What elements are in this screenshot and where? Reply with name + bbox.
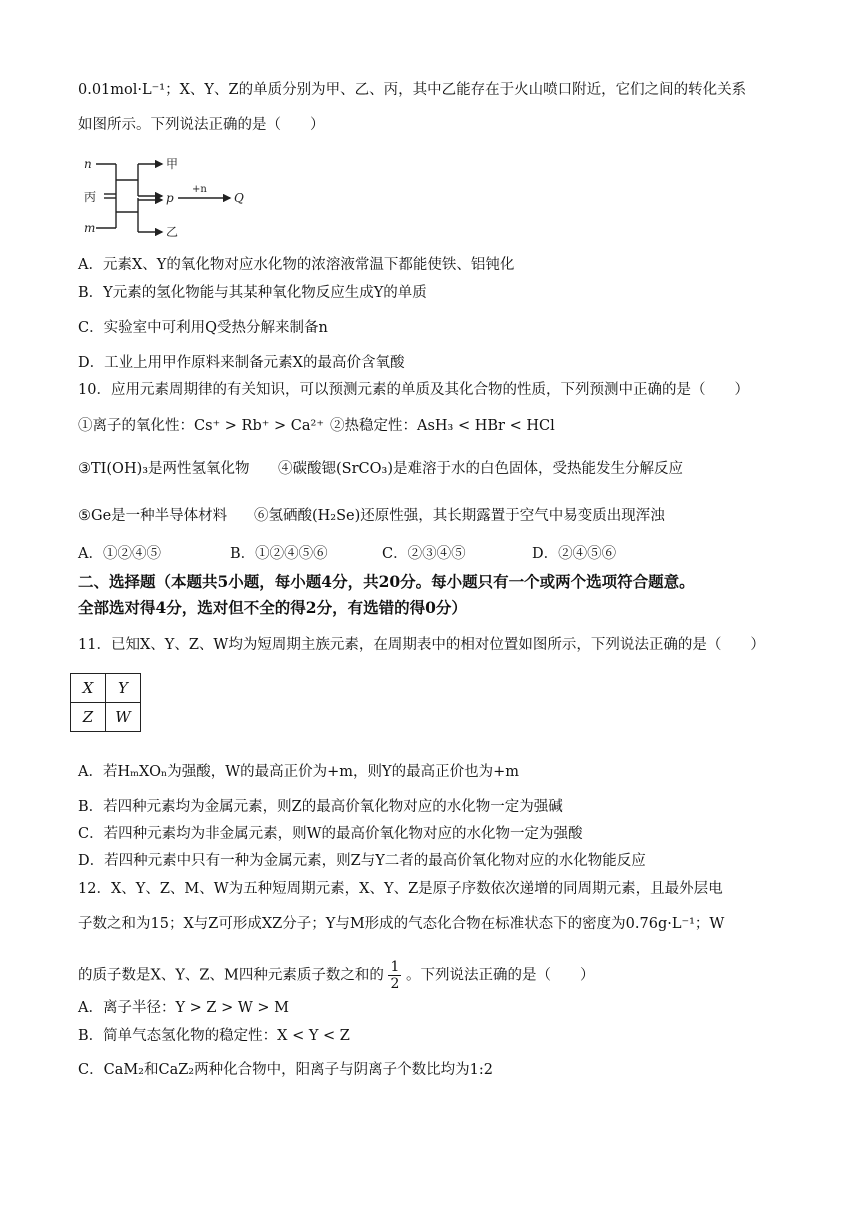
- table-cell-z: Z: [71, 703, 106, 732]
- q12-stem-line3-end: 。下列说法正确的是（ ）: [405, 967, 595, 984]
- q11-periodic-table: [70, 673, 141, 732]
- q12-option-a: A．离子半径：Y > Z > W > M: [78, 1000, 289, 1016]
- q9-option-a: A．元素X、Y的氧化物对应水化物的浓溶液常温下都能使铁、铝钝化: [78, 257, 515, 273]
- q12-stem-line3: [78, 959, 594, 992]
- q12-stem-line3-start: 的质子数是X、Y、Z、M四种元素质子数之和的: [78, 967, 384, 984]
- q12-stem-line2: 子数之和为15；X与Z可形成XZ分子；Y与M形成的气态化合物在标准状态下的密度为0.76g·L⁻¹；W: [78, 916, 725, 932]
- diagram-label-bing: 丙: [84, 190, 97, 204]
- q10-item-3: ③TI(OH)₃是两性氢氧化物: [78, 461, 250, 477]
- q12-option-b: B．简单气态氢化物的稳定性：X < Y < Z: [78, 1028, 350, 1044]
- q9-stem-line2: 如图所示。下列说法正确的是（ ）: [78, 117, 325, 133]
- q10-option-b: B．①②④⑤⑥: [230, 546, 328, 562]
- q11-stem: 11．已知X、Y、Z、W均为短周期主族元素，在周期表中的相对位置如图所示，下列说法正确的是（ ）: [78, 637, 765, 653]
- fraction-denominator: 2: [390, 976, 400, 992]
- q9-option-c: C．实验室中可利用Q受热分解来制备n: [78, 320, 328, 336]
- q10-item-4: ④碳酸锶(SrCO₃)是难溶于水的白色固体，受热能发生分解反应: [278, 461, 683, 477]
- q10-option-d: D．②④⑤⑥: [532, 546, 617, 562]
- diagram-label-plus-n: +n: [192, 184, 207, 195]
- section2-heading-line2: 全部选对得4分，选对但不全的得2分，有选错的得0分）: [78, 598, 467, 617]
- diagram-label-n: n: [84, 157, 92, 171]
- q10-item-6: ⑥氢硒酸(H₂Se)还原性强，其长期露置于空气中易变质出现浑浊: [254, 508, 665, 524]
- q9-stem-line1: 0.01mol·L⁻¹；X、Y、Z的单质分别为甲、乙、丙，其中乙能存在于火山喷口附近，它们之间的转化关系: [78, 82, 747, 98]
- fraction-one-half: [388, 959, 401, 992]
- q9-option-b: B．Y元素的氢化物能与其某种氧化物反应生成Y的单质: [78, 285, 427, 301]
- q10-item-2: ②热稳定性：AsH₃ < HBr < HCl: [330, 418, 555, 434]
- diagram-label-yi: 乙: [166, 225, 179, 239]
- q11-option-a: A．若HₘXOₙ为强酸，W的最高正价为+m，则Y的最高正价也为+m: [78, 764, 520, 780]
- q11-option-c: C．若四种元素均为非金属元素，则W的最高价氧化物对应的水化物一定为强酸: [78, 826, 583, 842]
- q9-conversion-diagram: [82, 152, 252, 240]
- q10-item-5: ⑤Ge是一种半导体材料: [78, 508, 228, 524]
- table-cell-y: Y: [106, 674, 141, 703]
- diagram-label-p: p: [166, 191, 174, 205]
- q10-option-c: C．②③④⑤: [382, 546, 466, 562]
- q12-option-c: C．CaM₂和CaZ₂两种化合物中，阳离子与阴离子个数比均为1:2: [78, 1062, 493, 1078]
- q10-option-a: A．①②④⑤: [78, 546, 161, 562]
- table-cell-w: W: [106, 703, 141, 732]
- q12-stem-line1: 12．X、Y、Z、M、W为五种短周期元素，X、Y、Z是原子序数依次递增的同周期元素，且最外层电: [78, 881, 723, 897]
- q9-option-d: D．工业上用甲作原料来制备元素X的最高价含氧酸: [78, 355, 405, 371]
- q11-option-b: B．若四种元素均为金属元素，则Z的最高价氧化物对应的水化物一定为强碱: [78, 799, 563, 815]
- diagram-label-jia: 甲: [166, 157, 179, 171]
- diagram-label-q: Q: [234, 191, 244, 205]
- fraction-numerator: 1: [390, 959, 400, 975]
- q10-item-1: ①离子的氧化性：Cs⁺ > Rb⁺ > Ca²⁺: [78, 418, 324, 434]
- diagram-label-m: m: [84, 221, 96, 235]
- table-cell-x: X: [71, 674, 106, 703]
- q10-stem: 10．应用元素周期律的有关知识，可以预测元素的单质及其化合物的性质，下列预测中正确的是（ ）: [78, 382, 749, 398]
- q11-option-d: D．若四种元素中只有一种为金属元素，则Z与Y二者的最高价氧化物对应的水化物能反应: [78, 853, 646, 869]
- section2-heading-line1: 二、选择题（本题共5小题，每小题4分，共20分。每小题只有一个或两个选项符合题意。: [78, 572, 695, 591]
